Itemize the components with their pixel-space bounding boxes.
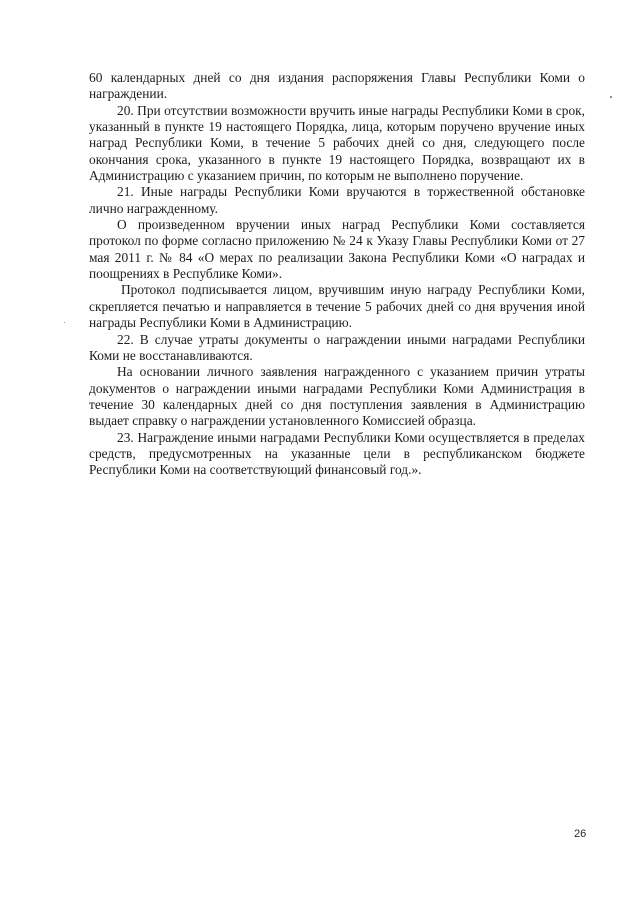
scan-speck: [610, 96, 612, 98]
paragraph-item-20: 20. При отсутствии возможности вручить иные награды Республики Коми в срок, указанный в пункте 19 настоящего Порядка, лица, которым поручено вручение иных наград Республики Коми, в течение 5 рабочих дней со дня, следующего после окончания срока, указанного в пункте 19 настоящего Порядка, возвращают их в Администрацию с указанием причин, по которым не выполнено поручение.: [89, 102, 585, 184]
paragraph-certificate: На основании личного заявления награжденного с указанием причин утраты документов о награждении иными наградами Республики Коми Администрация в течение 30 календарных дней со дня поступления заявления в Администрацию выдает справку о награждении установленного Комиссией образца.: [89, 364, 585, 429]
paragraph-protocol-form: О произведенном вручении иных наград Республики Коми составляется протокол по форме согласно приложению № 24 к Указу Главы Республики Коми от 27 мая 2011 г. № 84 «О мерах по реализации Закона Республики Коми «О наградах и поощрениях в Республике Коми».: [89, 217, 585, 282]
paragraph-item-21: 21. Иные награды Республики Коми вручаются в торжественной обстановке лично награжденному.: [89, 184, 585, 216]
paragraph-continuation: 60 календарных дней со дня издания распоряжения Главы Республики Коми о награждении.: [89, 70, 585, 102]
paragraph-protocol-signing: Протокол подписывается лицом, вручившим иную награду Республики Коми, скрепляется печатью и направляется в течение 5 рабочих дней со дня вручения иной награды Республики Коми в Администрацию.: [89, 282, 585, 331]
paragraph-item-23: 23. Награждение иными наградами Республики Коми осуществляется в пределах средств, предусмотренных на указанные цели в республиканском бюджете Республики Коми на соответствующий финансовый год.».: [89, 429, 585, 478]
document-body: [89, 70, 585, 479]
scan-speck: [64, 322, 65, 323]
page-number: 26: [574, 828, 587, 840]
paragraph-item-22: 22. В случае утраты документы о награждении иными наградами Республики Коми не восстанавливаются.: [89, 331, 585, 363]
